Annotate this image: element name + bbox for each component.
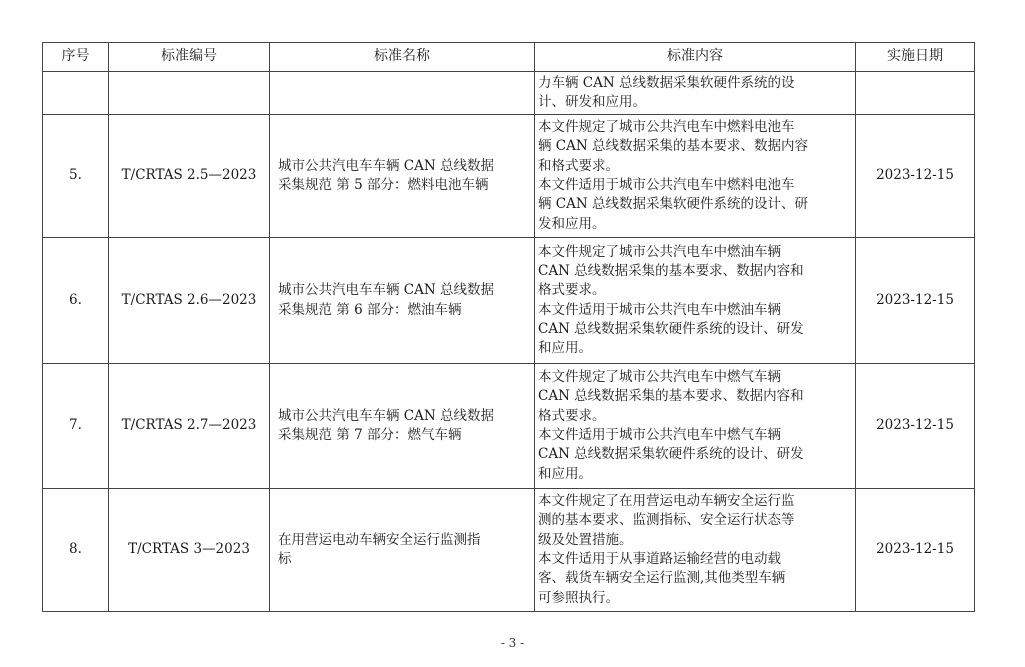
content-line: 本文件规定了城市公共汽电车中燃料电池车 [538, 119, 795, 136]
name-line: 采集规范 第 7 部分：燃气车辆 [278, 427, 462, 443]
content-line: 力车辆 CAN 总线数据采集软硬件系统的设 [538, 74, 795, 91]
content-line: 本文件规定了在用营运电动车辆安全运行监 [538, 493, 795, 510]
standards-table [42, 42, 975, 612]
cell-effective-date: 2023-12-15 [856, 364, 975, 489]
cell-standard-content [535, 489, 856, 612]
content-line: 本文件适用于城市公共汽电车中燃气车辆 [538, 427, 781, 443]
cell-standard-content [535, 115, 856, 238]
cell-serial-number: 7. [43, 364, 109, 489]
name-line: 城市公共汽电车车辆 CAN 总线数据 [278, 157, 494, 174]
cell-standard-name [270, 364, 535, 489]
cell-standard-content [535, 364, 856, 489]
content-line: 本文件适用于城市公共汽电车中燃料电池车 [538, 177, 795, 193]
content-line: 可参照执行。 [538, 589, 619, 606]
content-line: 计、研发和应用。 [538, 94, 646, 110]
table-row [43, 364, 975, 489]
table-row-continuation [43, 72, 975, 115]
content-line: 本文件适用于城市公共汽电车中燃油车辆 [538, 301, 781, 318]
content-line: CAN 总线数据采集软硬件系统的设计、研发 [538, 320, 804, 337]
name-line: 标 [278, 551, 292, 567]
name-line: 在用营运电动车辆安全运行监测指 [278, 531, 481, 548]
content-line: 辆 CAN 总线数据采集的基本要求、数据内容 [538, 138, 808, 155]
name-line: 城市公共汽电车车辆 CAN 总线数据 [278, 282, 494, 299]
name-line: 城市公共汽电车车辆 CAN 总线数据 [278, 407, 494, 424]
cell-effective-date: 2023-12-15 [856, 238, 975, 364]
table-row [43, 489, 975, 612]
cell-standard-name [270, 238, 535, 364]
cell-effective-date: 2023-12-15 [856, 115, 975, 238]
cell-effective-date [856, 72, 975, 115]
cell-standard-code [109, 72, 270, 115]
content-line: 格式要求。 [538, 282, 606, 299]
cell-standard-code: T/CRTAS 2.6—2023 [109, 238, 270, 364]
content-line: CAN 总线数据采集软硬件系统的设计、研发 [538, 446, 804, 463]
content-line: 级及处置措施。 [538, 531, 633, 548]
content-line: 和应用。 [538, 465, 592, 482]
content-line: 客、载货车辆安全运行监测,其他类型车辆 [538, 570, 786, 587]
cell-serial-number [43, 72, 109, 115]
table-header-row [43, 43, 975, 72]
cell-serial-number: 8. [43, 489, 109, 612]
name-line: 采集规范 第 5 部分：燃料电池车辆 [278, 177, 489, 193]
name-line: 采集规范 第 6 部分：燃油车辆 [278, 301, 462, 318]
page-number: - 3 - [500, 636, 525, 650]
content-line: 辆 CAN 总线数据采集软硬件系统的设计、研 [538, 196, 808, 213]
content-line: 本文件规定了城市公共汽电车中燃气车辆 [538, 369, 781, 386]
header-serial-number: 序号 [43, 43, 109, 72]
cell-serial-number: 5. [43, 115, 109, 238]
table-row [43, 238, 975, 364]
content-line: 发和应用。 [538, 215, 606, 232]
cell-serial-number: 6. [43, 238, 109, 364]
table-row [43, 115, 975, 238]
cell-standard-code: T/CRTAS 2.7—2023 [109, 364, 270, 489]
header-standard-content: 标准内容 [535, 43, 856, 72]
cell-standard-name [270, 72, 535, 115]
content-line: 和格式要求。 [538, 157, 619, 174]
content-line: CAN 总线数据采集的基本要求、数据内容和 [538, 262, 804, 279]
content-line: 本文件适用于从事道路运输经营的电动载 [538, 551, 781, 567]
content-line: 格式要求。 [538, 407, 606, 424]
content-line: 和应用。 [538, 340, 592, 357]
header-effective-date: 实施日期 [856, 43, 975, 72]
cell-effective-date: 2023-12-15 [856, 489, 975, 612]
cell-standard-name [270, 489, 535, 612]
content-line: 本文件规定了城市公共汽电车中燃油车辆 [538, 243, 781, 260]
cell-standard-name [270, 115, 535, 238]
header-standard-name: 标准名称 [270, 43, 535, 72]
content-line: CAN 总线数据采集的基本要求、数据内容和 [538, 388, 804, 405]
content-line: 测的基本要求、监测指标、安全运行状态等 [538, 512, 795, 529]
cell-standard-code: T/CRTAS 2.5—2023 [109, 115, 270, 238]
cell-standard-content [535, 238, 856, 364]
cell-standard-code: T/CRTAS 3—2023 [109, 489, 270, 612]
cell-standard-content [535, 72, 856, 115]
header-standard-code: 标准编号 [109, 43, 270, 72]
